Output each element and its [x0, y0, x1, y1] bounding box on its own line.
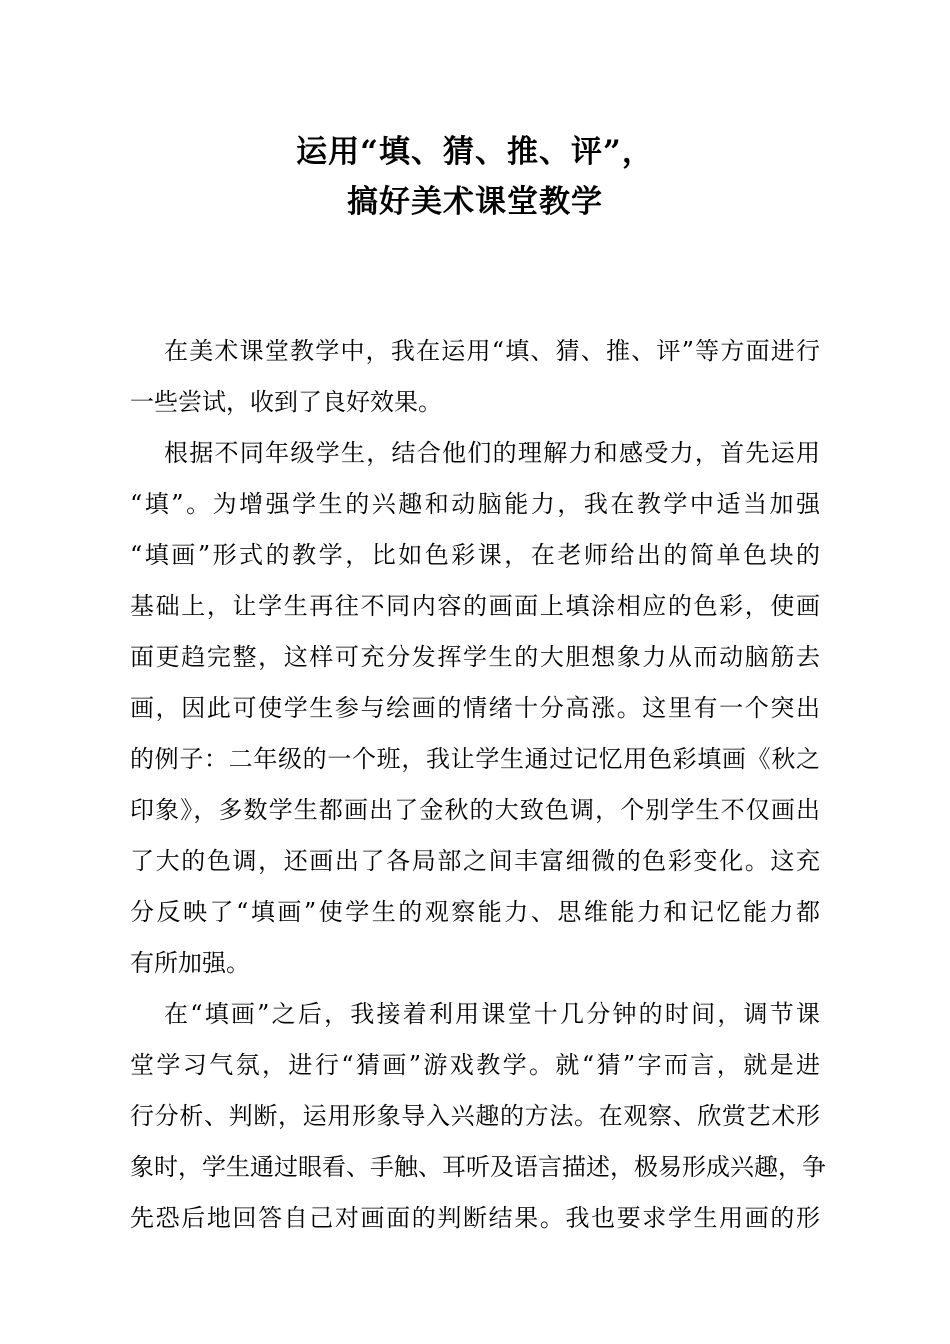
text-line: 先恐后地回答自己对画面的判断结果。我也要求学生用画的形 [130, 1204, 820, 1232]
text-line: 在“填画”之后，我接着利用课堂十几分钟的时间，调节课 [164, 1000, 820, 1028]
paragraph-2 [130, 428, 820, 989]
text-line: 堂学习气氛，进行“猜画”游戏教学。就“猜”字而言，就是进 [130, 1051, 820, 1079]
text-line: 了大的色调，还画出了各局部之间丰富细微的色彩变化。这充 [130, 847, 820, 875]
title-line-1: 运用“填、猜、推、评”， [296, 134, 654, 170]
document-body [130, 326, 826, 1244]
text-line: 印象》，多数学生都画出了金秋的大致色调，个别学生不仅画出 [130, 796, 820, 824]
text-line: 一些尝试，收到了良好效果。 [130, 388, 442, 416]
text-line: 象时，学生通过眼看、手触、耳听及语言描述，极易形成兴趣，争 [130, 1153, 826, 1181]
text-line: 的例子：二年级的一个班，我让学生通过记忆用色彩填画《秋之 [130, 745, 820, 773]
paragraph-3 [130, 989, 826, 1244]
text-line: 行分析、判断，运用形象导入兴趣的方法。在观察、欣赏艺术形 [130, 1102, 820, 1130]
text-line: “填画”形式的教学，比如色彩课，在老师给出的简单色块的 [130, 541, 820, 569]
text-line: 面更趋完整，这样可充分发挥学生的大胆想象力从而动脑筋去 [130, 643, 820, 671]
paragraph-1 [130, 326, 820, 428]
text-line: 分反映了“填画”使学生的观察能力、思维能力和记忆能力都 [130, 898, 820, 926]
text-line: “填”。为增强学生的兴趣和动脑能力，我在教学中适当加强 [130, 490, 820, 518]
title-line-2: 搞好美术课堂教学 [347, 184, 603, 220]
text-line: 画，因此可使学生参与绘画的情绪十分高涨。这里有一个突出 [130, 694, 820, 722]
text-line: 基础上，让学生再往不同内容的画面上填涂相应的色彩，使画 [130, 592, 820, 620]
text-line: 有所加强。 [130, 949, 250, 977]
text-line: 根据不同年级学生，结合他们的理解力和感受力，首先运用 [164, 439, 820, 467]
text-line: 在美术课堂教学中，我在运用“填、猜、推、评”等方面进行 [164, 337, 820, 365]
